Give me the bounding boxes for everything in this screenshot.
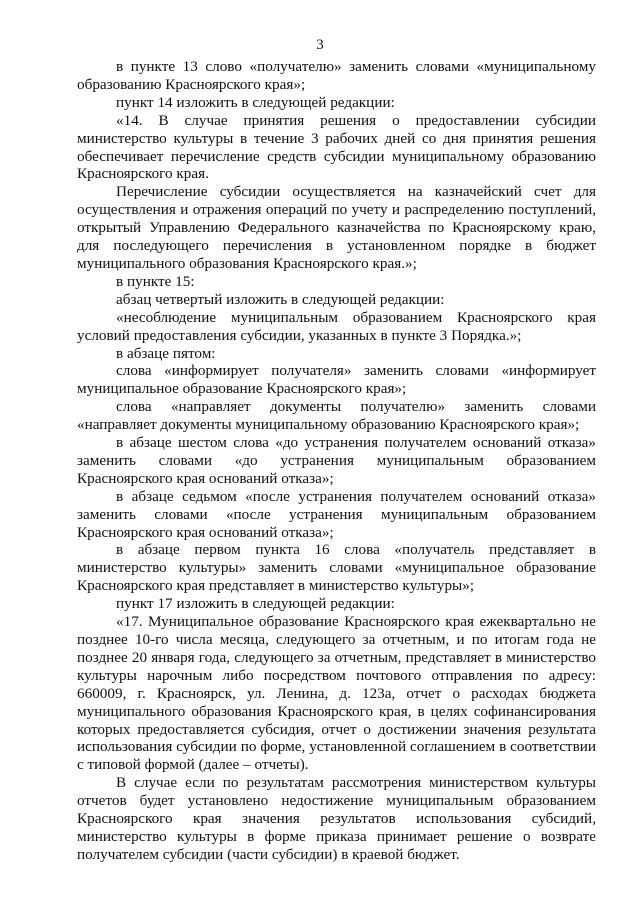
- paragraph-seventh-replacement: в абзаце седьмом «после устранения получателем оснований отказа» заменить словами «после устранения муниципальным образованием Красноярского края оснований отказа»;: [77, 487, 596, 541]
- paragraph-sends-replacement: слова «направляет документы получателю» заменить словами «направляет документы муниципальному образованию Красноярского края»;: [77, 398, 596, 434]
- paragraph-item-17-intro: пункт 17 изложить в следующей редакции:: [116, 595, 395, 613]
- paragraph-sixth-replacement: в абзаце шестом слова «до устранения получателем оснований отказа» заменить словами «до устранения муниципальным образованием Красноярского края оснований отказа»;: [77, 434, 596, 487]
- paragraph-item-13-amendment: в пункте 13 слово «получателю» заменить словами «муниципальному образованию Красноярского края»;: [77, 58, 596, 93]
- paragraph-item-15-fifth: в абзаце пятом:: [116, 344, 216, 362]
- page-number: 3: [316, 37, 324, 53]
- paragraph-item-15-intro: в пункте 15:: [116, 272, 195, 290]
- paragraph-item-14-text: «14. В случае принятия решения о предоставлении субсидии министерство культуры в течение 3 рабочих дней со дня принятия решения обеспечивает перечисление средств субсидии муниципальному образованию Красноярского края.: [77, 111, 596, 183]
- paragraph-item-15-fourth-text: «несоблюдение муниципальным образованием Красноярского края условий предоставления субсидии, указанных в пункте 3 Порядка.»;: [77, 308, 596, 344]
- paragraph-refund-decision: В случае если по результатам рассмотрения министерством культуры отчетов будет установлено недостижение муниципальным образованием Красноярского края значения результатов использования субсидий, министерство культуры в форме приказа принимает решение о возврате получателем субсидии (части субсидии) в краевой бюджет.: [77, 774, 596, 863]
- paragraph-item-14-intro: пункт 14 изложить в следующей редакции:: [116, 93, 395, 111]
- paragraph-informs-replacement: слова «информирует получателя» заменить словами «информирует муниципальное образование Красноярского края»;: [77, 362, 596, 398]
- paragraph-item-17-text: «17. Муниципальное образование Красноярского края ежеквартально не позднее 10-го числа месяца, следующего за отчетным, и по итогам года не позднее 20 января года, следующего за отчетным, представляет в министерство культуры нарочным либо посредством почтового отправления по адресу: 660009, г. Красноярск, ул. Ленина, д. 123а, отчет о расходах бюджета муниципального образования Красноярского края, в целях софинансирования которых предоставляется субсидия, отчет о достижении значения результата использования субсидии по форме, установленной соглашением в соответствии с типовой формой (далее – отчеты).: [77, 613, 596, 774]
- paragraph-item-16-replacement: в абзаце первом пункта 16 слова «получатель представляет в министерство культуры» заменить словами «муниципальное образование Красноярского края представляет в министерство культуры»;: [77, 541, 596, 595]
- paragraph-item-15-fourth: абзац четвертый изложить в следующей редакции:: [116, 290, 445, 308]
- paragraph-transfer-account: Перечисление субсидии осуществляется на казначейский счет для осуществления и отражения операций по учету и распределению поступлений, открытый Управлению Федерального казначейства по Красноярскому краю, для последующего перечисления в установленном порядке в бюджет муниципального образования Красноярского края.»;: [77, 183, 596, 272]
- document-body: [77, 58, 596, 864]
